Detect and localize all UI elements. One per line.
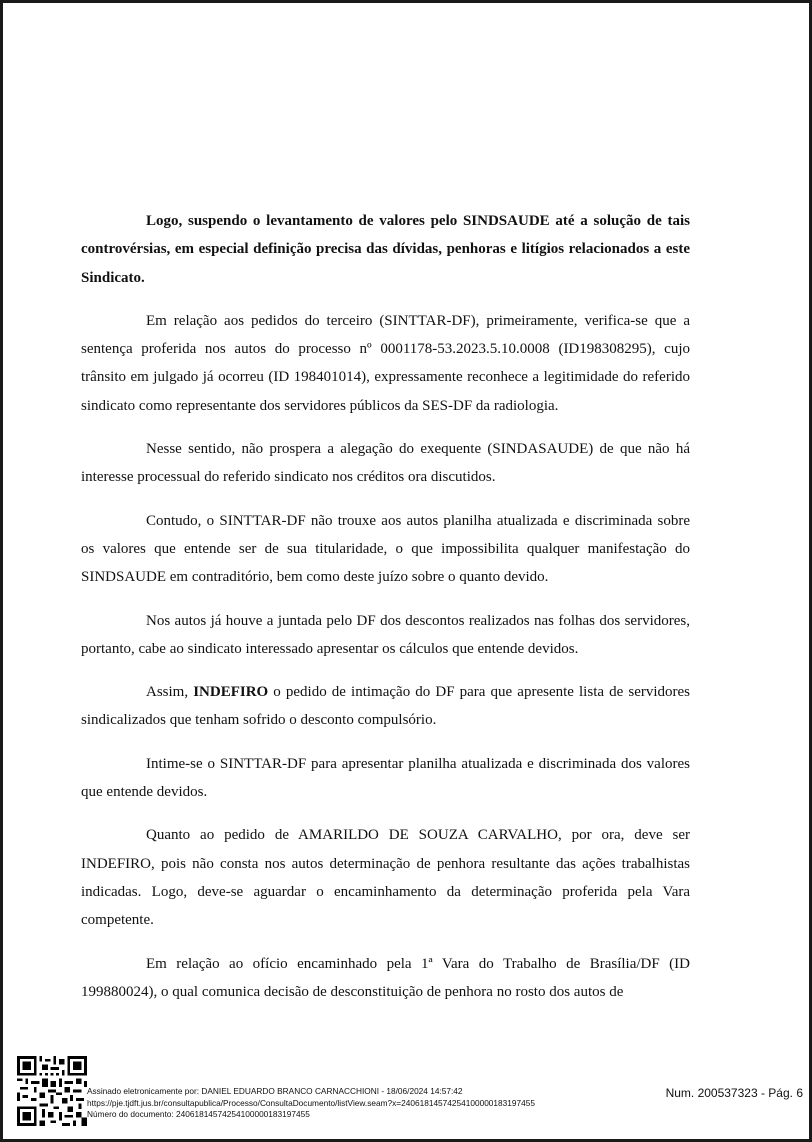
paragraph-7: Intime-se o SINTTAR-DF para apresentar planilha atualizada e discriminada dos valores que entende devidos. bbox=[81, 755, 690, 801]
paragraph-3: Nesse sentido, não prospera a alegação do exequente (SINDASAUDE) de que não há interesse processual do referido sindicato nos créditos ora discutidos. bbox=[81, 441, 690, 486]
paragraph-2: Em relação aos pedidos do terceiro (SINTTAR-DF), primeiramente, verifica-se que a sentença proferida nos autos do processo nº 0001178-53.2023.5.10.0008 (ID198308295), cujo trânsito em julgado já ocorreu (ID 198401014), expressamente reconhece a legitimidade do referido sindicato como representante dos servidores públicos da SES-DF da radiologia. bbox=[81, 312, 690, 414]
paragraph-5: Nos autos já houve a juntada pelo DF dos descontos realizados nas folhas dos servidores, portanto, cabe ao sindicato interessado apresentar os cálculos que entende devidos. bbox=[81, 612, 690, 657]
indefiro-bold: INDEFIRO bbox=[193, 684, 269, 701]
document-number: Número do documento: 24061814574254100000183197455 bbox=[87, 1109, 310, 1120]
paragraph-9: Em relação ao ofício encaminhado pela 1ª Vara do Trabalho de Brasília/DF (ID 199880024), o qual comunica decisão de desconstituição de penhora no rosto dos autos de bbox=[81, 955, 690, 1000]
paragraph-6 bbox=[81, 678, 690, 735]
electronic-signature bbox=[87, 1086, 535, 1121]
signature-footer bbox=[17, 1056, 803, 1126]
paragraph-4: Contudo, o SINTTAR-DF não trouxe aos autos planilha atualizada e discriminada sobre os valores que entende ser de sua titularidade, o que impossibilita qualquer manifestação do SINDSAUDE em contraditório, bem como deste juízo sobre o quanto devido. bbox=[81, 512, 690, 586]
document-body bbox=[81, 207, 690, 1021]
paragraph-6-lead: Assim, bbox=[146, 684, 194, 701]
paragraph-1: Logo, suspendo o levantamento de valores pelo SINDSAUDE até a solução de tais controvérsias, em especial definição precisa das dívidas, penhoras e litígios relacionados a este Sindicato. bbox=[81, 213, 690, 286]
paragraph-6-rest: o pedido de intimação do DF para que apresente lista de servidores sindicalizados que tenham sofrido o desconto compulsório. bbox=[81, 684, 691, 729]
signed-by-text: Assinado eletronicamente por: DANIEL EDUARDO BRANCO CARNACCHIONI - 18/06/2024 14:57:42 bbox=[87, 1086, 463, 1096]
paragraph-8: Quanto ao pedido de AMARILDO DE SOUZA CARVALHO, por ora, deve ser INDEFIRO, pois não consta nos autos determinação de penhora resultante das ações trabalhistas indicadas. Logo, deve-se aguardar o encaminhamento da determinação proferida pela Vara competente. bbox=[81, 827, 690, 929]
document-url[interactable]: https://pje.tjdft.jus.br/consultapublica/Processo/ConsultaDocumento/listView.seam?x=24061814574254100000183197455 bbox=[87, 1097, 535, 1108]
page-number: Num. 200537323 - Pág. 6 bbox=[665, 1086, 803, 1100]
qr-code-icon bbox=[17, 1056, 87, 1126]
